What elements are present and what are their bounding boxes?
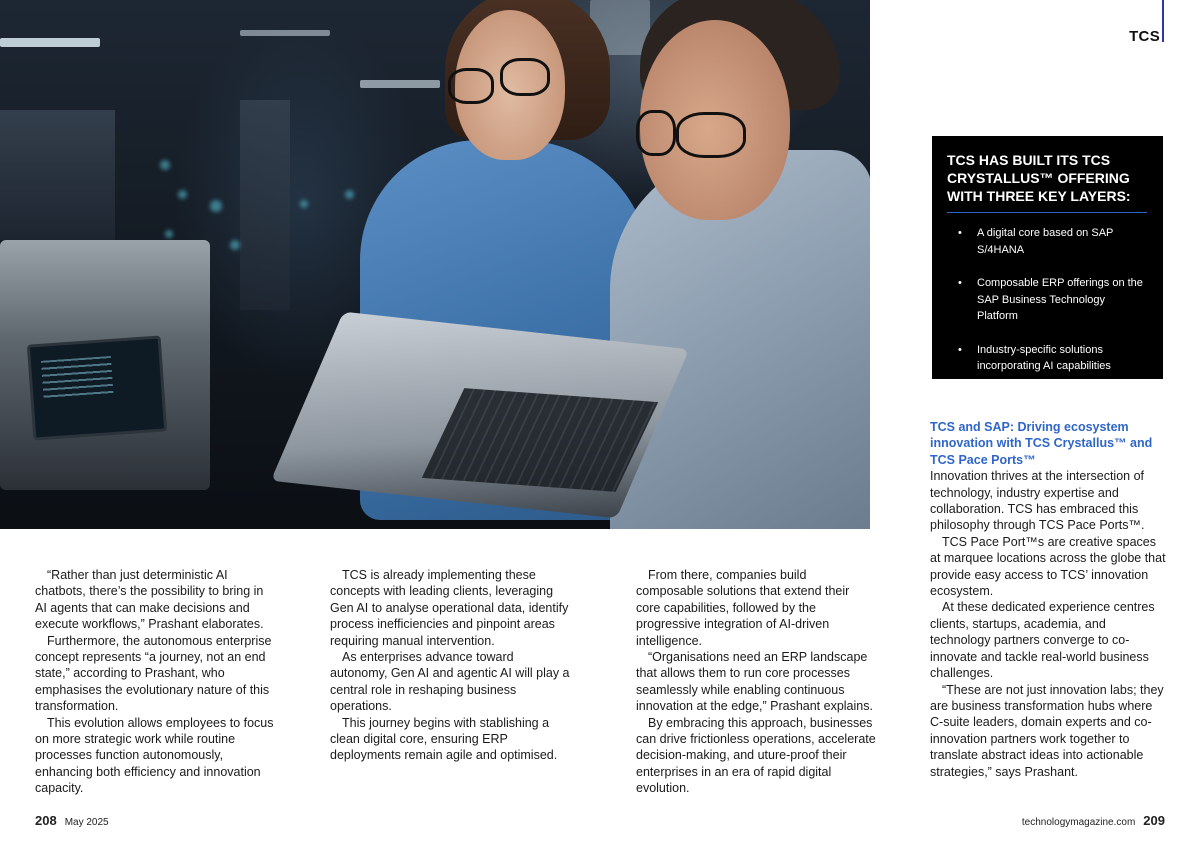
paragraph: “Organisations need an ERP landscape that allows them to run core processes seamlessly while enabling continuous innovation at the edge,” Prashant explains. [636, 650, 873, 714]
paragraph: This journey begins with stablishing a clean digital core, ensuring ERP deployments remain agile and optimised. [330, 715, 558, 763]
page-number-left: 208 [35, 813, 57, 828]
paragraph: This evolution allows employees to focus on more strategic work while routine processes function autonomously, enhancing both efficiency and innovation capacity. [35, 715, 274, 796]
paragraph: “Rather than just deterministic AI chatbots, there’s the possibility to bring in AI agents that can make decisions and execute workflows,” Prashant elaborates. [35, 568, 264, 632]
paragraph: Innovation thrives at the intersection of technology, industry expertise and collaboration. TCS has embraced this philosophy through TCS Pace Ports™. [930, 469, 1145, 533]
bullet-icon: • [958, 343, 962, 356]
bullet-icon: • [958, 277, 962, 289]
paragraph: “These are not just innovation labs; they are business transformation hubs where C-suite leaders, domain experts and co-innovation partners work together to translate abstract ideas into actionable strategies,” says Prashant. [930, 682, 1164, 779]
article-column-2 [330, 567, 570, 764]
article-column-3 [636, 567, 876, 797]
brand-rule [1162, 0, 1164, 42]
paragraph: TCS Pace Port™s are creative spaces at marquee locations across the globe that provide easy access to TCS’ innovation ecosystem. [930, 534, 1166, 599]
callout-item: • A digital core based on SAP S/4HANA [958, 227, 1114, 256]
paragraph: As enterprises advance toward autonomy, Gen AI and agentic AI will play a central role in reshaping business operations. [330, 650, 570, 714]
issue-date: May 2025 [64, 817, 109, 828]
hero-photo [0, 0, 870, 529]
article-column-1 [35, 567, 275, 797]
site-url[interactable]: technologymagazine.com [1021, 817, 1136, 828]
footer-left [35, 813, 109, 828]
section-subheading: TCS and SAP: Driving ecosystem innovation with TCS Crystallus™ and TCS Pace Ports™ [930, 420, 1153, 467]
footer-right [1000, 813, 1165, 828]
paragraph: From there, companies build composable solutions that extend their core capabilities, followed by the progressive integration of AI-driven intelligence. [636, 568, 850, 648]
callout-title: TCS HAS BUILT ITS TCS CRYSTALLUS™ OFFERING WITH THREE KEY LAYERS: [947, 152, 1131, 204]
callout-item: • Composable ERP offerings on the SAP Business Technology Platform [958, 277, 1143, 322]
bullet-icon: • [958, 227, 962, 239]
brand-label: TCS [1129, 28, 1160, 45]
callout-divider [947, 212, 1147, 213]
key-layers-callout [932, 136, 1163, 379]
paragraph: Furthermore, the autonomous enterprise concept represents “a journey, not an end state,” according to Prashant, who emphasises the evolutionary nature of this transformation. [35, 633, 272, 714]
page-number-right: 209 [1143, 813, 1165, 828]
article-column-4 [930, 419, 1166, 780]
callout-list [947, 225, 1149, 375]
callout-item: • Industry-specific solutions incorporating AI capabilities [958, 343, 1111, 372]
paragraph: By embracing this approach, businesses can drive frictionless operations, accelerate decision-making, and uture-proof their enterprises in an era of rapid digital evolution. [636, 715, 876, 796]
paragraph: At these dedicated experience centres clients, startups, academia, and technology partners converge to co-innovate and tackle real-world business challenges. [930, 600, 1155, 681]
paragraph: TCS is already implementing these concepts with leading clients, leveraging Gen AI to analyse operational data, identify process inefficiencies and pinpoint areas requiring manual intervention. [330, 568, 569, 648]
